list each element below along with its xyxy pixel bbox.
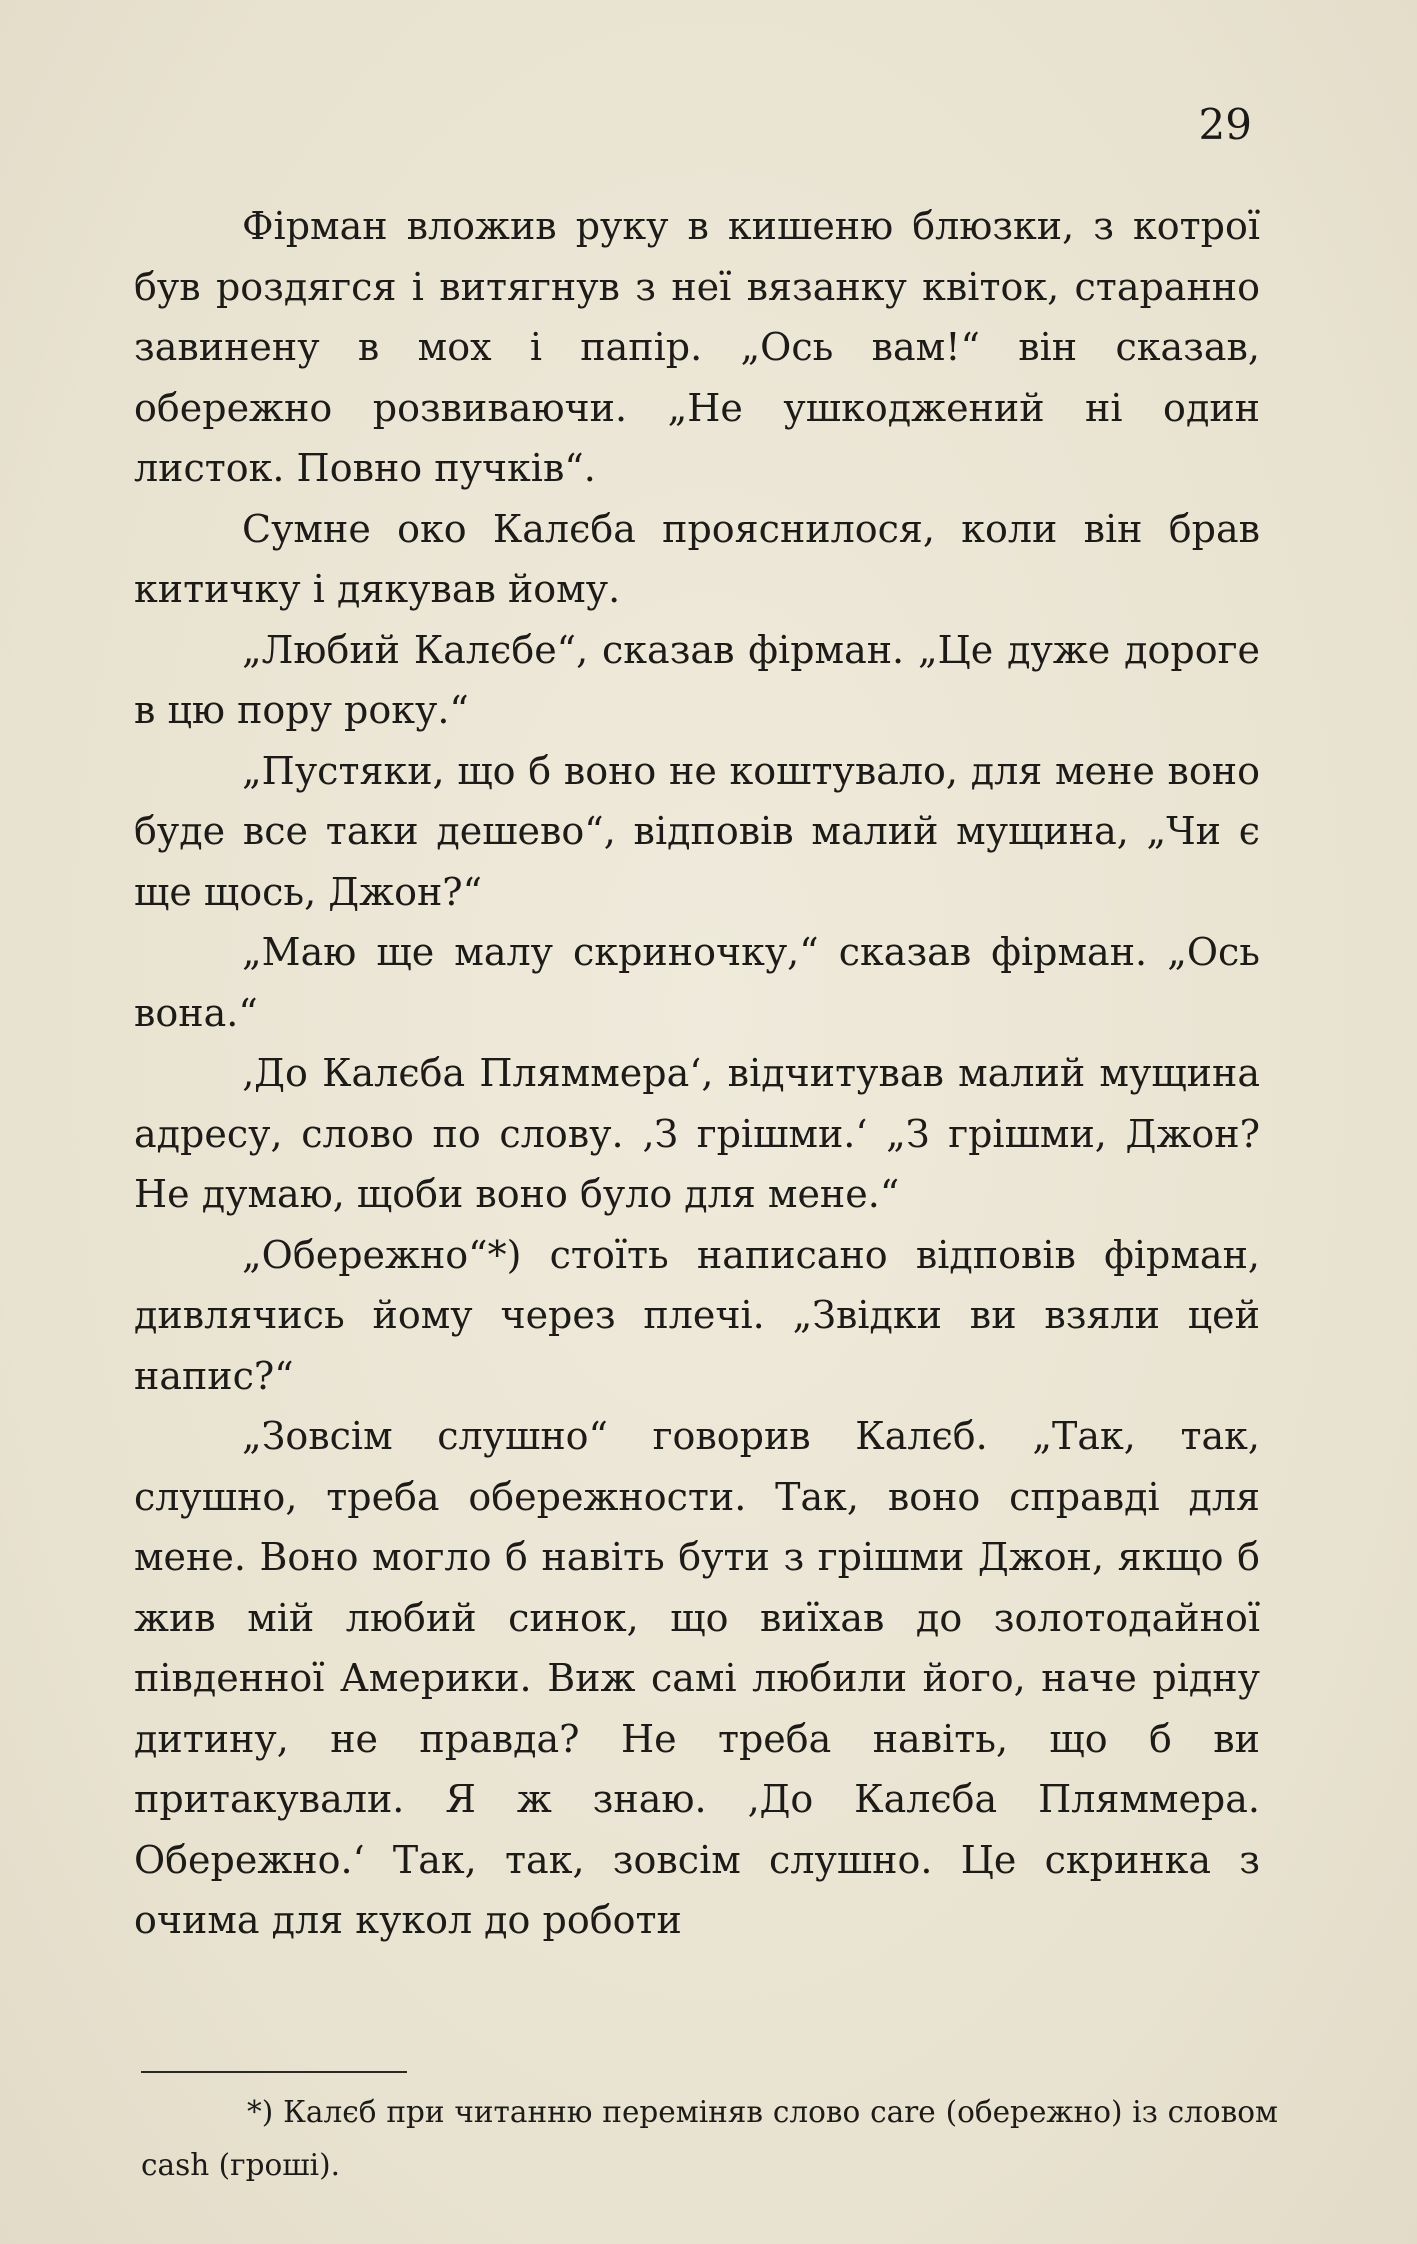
footnote-divider bbox=[141, 2071, 407, 2073]
body-text bbox=[134, 196, 1260, 1951]
paragraph-6: ‚До Калєба Пляммера‘, відчитував малий мущина адресу, слово по слову. ‚З грішми.‘ „З грішми, Джон? Не думаю, щоби воно було для мене.“ bbox=[134, 1051, 1260, 1216]
paragraph-1: Фірман вложив руку в кишеню блюзки, з котрої був роздягся і витягнув з неї вязанку квіток, старанно завинену в мох і папір. „Ось вам!“ він сказав, обережно розвиваючи. „Не ушкоджений ні один листок. Повно пучків“. bbox=[134, 204, 1260, 490]
paragraph-7: „Обережно“*) стоїть написано відповів фірман, дивлячись йому через плечі. „Звідки ви взяли цей напис?“ bbox=[134, 1232, 1260, 1398]
paragraph-8: „Зовсім слушно“ говорив Калєб. „Так, так, слушно, треба обережности. Так, воно справді для мене. Воно могло б навіть бути з грішми Джон, якщо б жив мій любий синок, що виїхав до золотодайної південної Америки. Виж самі любили його, наче рідну дитину, не правда? Не треба навіть, що б ви притакували. Я ж знаю. ‚До Калєба Пляммера. Обережно.‘ Так, так, зовсім слушно. Це скринка з очима для кукол до роботи bbox=[134, 1414, 1260, 1942]
paragraph-5: „Маю ще малу скриночку,“ сказав фірман. „Ось вона.“ bbox=[134, 930, 1260, 1035]
page-number: 29 bbox=[1198, 100, 1252, 149]
paragraph-2: Сумне око Калєба прояснилося, коли він брав китичку і дякував йому. bbox=[134, 506, 1260, 611]
paragraph-3: „Любий Калєбе“, сказав фірман. „Це дуже дороге в цю пору року.“ bbox=[134, 627, 1260, 732]
footnote: *) Калєб при читанню переміняв слово care (обережно) із словом cash (гроші). bbox=[141, 2095, 1278, 2182]
paragraph-4: „Пустяки, що б воно не коштувало, для мене воно буде все таки дешево“, відповів малий мущина, „Чи є ще щось, Джон?“ bbox=[134, 748, 1260, 914]
